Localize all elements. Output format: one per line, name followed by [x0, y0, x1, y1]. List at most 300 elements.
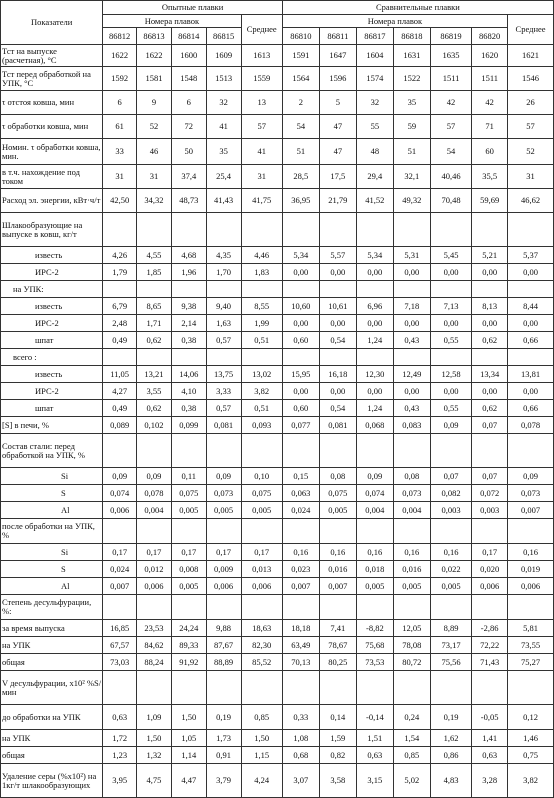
heat-number-cell: 86812	[103, 28, 137, 45]
value-cell: 0,55	[430, 400, 471, 417]
value-cell: 1,23	[103, 747, 137, 764]
value-cell	[103, 281, 137, 298]
value-cell: 61	[103, 115, 137, 139]
row-label: шпат	[1, 332, 103, 349]
value-cell: 32	[356, 91, 393, 115]
value-cell: 0,17	[171, 544, 206, 561]
value-cell: 0,007	[282, 578, 319, 595]
value-cell: 1,15	[241, 747, 282, 764]
value-cell: 37,4	[171, 165, 206, 189]
value-cell: 1546	[508, 67, 554, 91]
value-cell	[137, 595, 172, 620]
value-cell: 0,077	[282, 417, 319, 434]
table-row	[1, 764, 554, 798]
value-cell: 0,023	[282, 561, 319, 578]
row-label: ИРС-2	[1, 315, 103, 332]
row-label: на УПК	[1, 637, 103, 654]
value-cell: 0,012	[137, 561, 172, 578]
value-cell: 0,19	[206, 705, 241, 730]
value-cell: 75,56	[430, 654, 471, 671]
heat-number-cell: 86810	[282, 28, 319, 45]
value-cell	[241, 213, 282, 247]
value-cell	[137, 434, 172, 468]
value-cell: 41,43	[206, 189, 241, 213]
value-cell: 2,48	[103, 315, 137, 332]
row-label: Расход эл. энергии, кВт·ч/т	[1, 189, 103, 213]
value-cell	[319, 349, 356, 366]
value-cell	[508, 595, 554, 620]
value-cell: 0,00	[393, 315, 430, 332]
value-cell: 32,1	[393, 165, 430, 189]
row-label: Al	[1, 502, 103, 519]
value-cell: 31	[103, 165, 137, 189]
value-cell	[319, 281, 356, 298]
value-cell	[137, 281, 172, 298]
value-cell: 13,75	[206, 366, 241, 383]
value-cell: 0,072	[472, 485, 508, 502]
value-cell: 0,16	[319, 544, 356, 561]
table-row	[1, 67, 554, 91]
value-cell: 4,68	[171, 247, 206, 264]
value-cell: 91,92	[171, 654, 206, 671]
value-cell: 0,003	[472, 502, 508, 519]
row-label: Тст на выпуске (расчетная), °С	[1, 45, 103, 67]
value-cell: 1,99	[241, 315, 282, 332]
value-cell: 1,46	[508, 730, 554, 747]
value-cell: 1613	[241, 45, 282, 67]
value-cell: 88,24	[137, 654, 172, 671]
value-cell: 80,72	[393, 654, 430, 671]
value-cell: 0,00	[282, 315, 319, 332]
value-cell: 0,43	[393, 332, 430, 349]
value-cell: 3,07	[282, 764, 319, 798]
value-cell	[508, 213, 554, 247]
value-cell: 0,08	[393, 468, 430, 485]
value-cell: 41,52	[356, 189, 393, 213]
value-cell	[103, 434, 137, 468]
value-cell: 1604	[356, 45, 393, 67]
value-cell: 0,33	[282, 705, 319, 730]
value-cell: 14,06	[171, 366, 206, 383]
value-cell: 0,63	[103, 705, 137, 730]
value-cell	[241, 595, 282, 620]
value-cell: 9,38	[171, 298, 206, 315]
value-cell: 1,70	[206, 264, 241, 281]
value-cell	[356, 434, 393, 468]
value-cell	[472, 213, 508, 247]
value-cell: 35,5	[472, 165, 508, 189]
value-cell: 7,18	[393, 298, 430, 315]
value-cell: 0,013	[241, 561, 282, 578]
value-cell: 73,53	[356, 654, 393, 671]
value-cell: 0,16	[430, 544, 471, 561]
value-cell: 0,006	[508, 578, 554, 595]
value-cell: 29,4	[356, 165, 393, 189]
value-cell	[508, 434, 554, 468]
value-cell	[472, 349, 508, 366]
row-label: S	[1, 485, 103, 502]
value-cell: 1609	[206, 45, 241, 67]
value-cell: 0,51	[241, 332, 282, 349]
value-cell: 42,50	[103, 189, 137, 213]
value-cell	[103, 595, 137, 620]
table-row	[1, 315, 554, 332]
value-cell: 0,004	[137, 502, 172, 519]
value-cell: 0,083	[393, 417, 430, 434]
value-cell: 3,15	[356, 764, 393, 798]
value-cell: 0,00	[508, 315, 554, 332]
value-cell: 0,003	[430, 502, 471, 519]
value-cell: 0,074	[103, 485, 137, 502]
value-cell: 7,41	[319, 620, 356, 637]
value-cell: 0,016	[393, 561, 430, 578]
value-cell: 1647	[319, 45, 356, 67]
value-cell: 4,27	[103, 383, 137, 400]
table-row	[1, 349, 554, 366]
value-cell: 5,37	[508, 247, 554, 264]
value-cell: 70,13	[282, 654, 319, 671]
value-cell: 85,52	[241, 654, 282, 671]
value-cell: 8,55	[241, 298, 282, 315]
value-cell: 5,31	[393, 247, 430, 264]
value-cell: 57	[430, 115, 471, 139]
value-cell: 46,62	[508, 189, 554, 213]
value-cell	[171, 671, 206, 705]
value-cell: 73,03	[103, 654, 137, 671]
value-cell	[393, 434, 430, 468]
row-label: ИРС-2	[1, 383, 103, 400]
value-cell: 1620	[472, 45, 508, 67]
row-label: известь	[1, 247, 103, 264]
value-cell: 0,10	[241, 468, 282, 485]
value-cell: 26	[508, 91, 554, 115]
value-cell: 0,00	[430, 264, 471, 281]
value-cell: 0,07	[430, 468, 471, 485]
value-cell	[393, 595, 430, 620]
value-cell	[319, 671, 356, 705]
value-cell: 8,89	[430, 620, 471, 637]
value-cell: 0,00	[393, 264, 430, 281]
value-cell: 0,57	[206, 332, 241, 349]
value-cell: 59,69	[472, 189, 508, 213]
row-label: Si	[1, 544, 103, 561]
value-cell: 0,009	[206, 561, 241, 578]
value-cell	[171, 519, 206, 544]
table-row	[1, 91, 554, 115]
value-cell	[206, 349, 241, 366]
value-cell: 0,86	[430, 747, 471, 764]
value-cell	[319, 434, 356, 468]
value-cell	[356, 349, 393, 366]
value-cell: 0,17	[206, 544, 241, 561]
value-cell: 0,09	[206, 468, 241, 485]
value-cell: 0,004	[393, 502, 430, 519]
row-label: всего :	[1, 349, 103, 366]
value-cell: 0,68	[282, 747, 319, 764]
value-cell: 0,073	[393, 485, 430, 502]
value-cell: 48	[356, 139, 393, 165]
row-label: Состав стали: перед обработкой на УПК, %	[1, 434, 103, 468]
value-cell: 1,50	[137, 730, 172, 747]
header-row-groups	[1, 1, 554, 15]
value-cell: 5,34	[282, 247, 319, 264]
comparative-average-header: Среднее	[508, 15, 554, 45]
value-cell: 51	[393, 139, 430, 165]
table-row	[1, 332, 554, 349]
value-cell: 47	[319, 139, 356, 165]
row-label: известь	[1, 298, 103, 315]
table-row	[1, 620, 554, 637]
value-cell: 87,67	[206, 637, 241, 654]
value-cell: 49,32	[393, 189, 430, 213]
value-cell: 78,08	[393, 637, 430, 654]
value-cell	[282, 519, 319, 544]
row-label: за время выпуска	[1, 620, 103, 637]
value-cell	[472, 671, 508, 705]
value-cell: 21,79	[319, 189, 356, 213]
value-cell: 1631	[393, 45, 430, 67]
value-cell: 32	[206, 91, 241, 115]
value-cell: 72	[171, 115, 206, 139]
value-cell: 0,17	[137, 544, 172, 561]
value-cell	[137, 213, 172, 247]
table-row	[1, 247, 554, 264]
value-cell: 13,34	[472, 366, 508, 383]
value-cell	[137, 349, 172, 366]
value-cell	[206, 213, 241, 247]
table-row	[1, 383, 554, 400]
table-row	[1, 519, 554, 544]
value-cell: 13,81	[508, 366, 554, 383]
value-cell: 67,57	[103, 637, 137, 654]
value-cell	[171, 213, 206, 247]
value-cell: 1622	[103, 45, 137, 67]
value-cell: 48,73	[171, 189, 206, 213]
value-cell: 8,65	[137, 298, 172, 315]
value-cell: 15,95	[282, 366, 319, 383]
value-cell: 0,00	[393, 383, 430, 400]
value-cell: 84,62	[137, 637, 172, 654]
value-cell: 0,093	[241, 417, 282, 434]
value-cell: 0,00	[356, 264, 393, 281]
table-row	[1, 189, 554, 213]
value-cell: 0,00	[472, 383, 508, 400]
value-cell: 0,38	[171, 332, 206, 349]
table-row	[1, 434, 554, 468]
value-cell: 0,005	[319, 502, 356, 519]
table-row	[1, 595, 554, 620]
value-cell	[472, 281, 508, 298]
value-cell: 0,14	[319, 705, 356, 730]
value-cell: 0,00	[319, 383, 356, 400]
value-cell: 0,16	[393, 544, 430, 561]
value-cell: 1,71	[137, 315, 172, 332]
heat-number-cell: 86819	[430, 28, 471, 45]
value-cell: 11,05	[103, 366, 137, 383]
value-cell	[282, 434, 319, 468]
value-cell: 0,008	[171, 561, 206, 578]
value-cell: 0,075	[241, 485, 282, 502]
value-cell: 4,83	[430, 764, 471, 798]
value-cell: 0,005	[430, 578, 471, 595]
value-cell	[319, 595, 356, 620]
value-cell: 41	[241, 139, 282, 165]
indicators-header: Показатели	[1, 1, 103, 45]
value-cell: 0,024	[282, 502, 319, 519]
value-cell: 0,006	[137, 578, 172, 595]
value-cell: 1511	[430, 67, 471, 91]
heat-number-cell: 86811	[319, 28, 356, 45]
heat-number-cell: 86815	[206, 28, 241, 45]
value-cell: -0,14	[356, 705, 393, 730]
value-cell: 0,75	[508, 747, 554, 764]
value-cell: 3,82	[508, 764, 554, 798]
value-cell: 16,18	[319, 366, 356, 383]
value-cell	[430, 349, 471, 366]
value-cell: 5,34	[356, 247, 393, 264]
value-cell: 0,006	[206, 578, 241, 595]
value-cell: 3,58	[319, 764, 356, 798]
value-cell: 0,00	[356, 315, 393, 332]
value-cell	[171, 595, 206, 620]
value-cell: 1,50	[241, 730, 282, 747]
value-cell: 0,63	[356, 747, 393, 764]
value-cell: -2,86	[472, 620, 508, 637]
value-cell: 0,85	[393, 747, 430, 764]
value-cell: 0,82	[319, 747, 356, 764]
value-cell: 1,63	[206, 315, 241, 332]
table-row	[1, 400, 554, 417]
value-cell: 3,55	[137, 383, 172, 400]
value-cell	[508, 349, 554, 366]
value-cell: 18,63	[241, 620, 282, 637]
table-row	[1, 544, 554, 561]
value-cell: 35	[206, 139, 241, 165]
heat-number-cell: 86813	[137, 28, 172, 45]
value-cell: 0,85	[241, 705, 282, 730]
table-body	[1, 45, 554, 798]
value-cell: 72,22	[472, 637, 508, 654]
value-cell: 1,08	[282, 730, 319, 747]
value-cell: 0,11	[171, 468, 206, 485]
value-cell: 41	[206, 115, 241, 139]
value-cell: 0,49	[103, 332, 137, 349]
value-cell: 4,46	[241, 247, 282, 264]
value-cell: 0,07	[472, 417, 508, 434]
value-cell: 5,57	[319, 247, 356, 264]
value-cell: 0,078	[137, 485, 172, 502]
value-cell: 1622	[137, 45, 172, 67]
value-cell	[356, 595, 393, 620]
value-cell: 12,58	[430, 366, 471, 383]
row-label: ИРС-2	[1, 264, 103, 281]
value-cell	[393, 213, 430, 247]
value-cell: 9,40	[206, 298, 241, 315]
row-label: после обработки на УПК, %	[1, 519, 103, 544]
value-cell: 0,91	[206, 747, 241, 764]
value-cell: 0,63	[472, 747, 508, 764]
value-cell	[472, 519, 508, 544]
value-cell: 1,41	[472, 730, 508, 747]
value-cell: 54	[282, 115, 319, 139]
value-cell: 0,08	[319, 468, 356, 485]
value-cell: 6,79	[103, 298, 137, 315]
row-label: на УПК	[1, 730, 103, 747]
value-cell: 71	[472, 115, 508, 139]
value-cell	[393, 349, 430, 366]
value-cell: 0,00	[282, 264, 319, 281]
value-cell: 6	[171, 91, 206, 115]
value-cell: 0,005	[241, 502, 282, 519]
value-cell: 1,50	[171, 705, 206, 730]
table-row	[1, 730, 554, 747]
table-row	[1, 502, 554, 519]
value-cell: 3,95	[103, 764, 137, 798]
table-row	[1, 468, 554, 485]
value-cell	[282, 281, 319, 298]
value-cell: 0,00	[472, 264, 508, 281]
experimental-heat-numbers-header: Номера плавок	[103, 15, 241, 28]
value-cell: 0,068	[356, 417, 393, 434]
table-row	[1, 298, 554, 315]
value-cell: 52	[508, 139, 554, 165]
value-cell: 10,60	[282, 298, 319, 315]
value-cell: 82,30	[241, 637, 282, 654]
row-label: [S] в печи, %	[1, 417, 103, 434]
value-cell: 12,05	[393, 620, 430, 637]
value-cell: 0,24	[393, 705, 430, 730]
table-row	[1, 139, 554, 165]
value-cell: 1511	[472, 67, 508, 91]
experimental-average-header: Среднее	[241, 15, 282, 45]
value-cell: 3,79	[206, 764, 241, 798]
value-cell: 0,018	[356, 561, 393, 578]
value-cell: 5,21	[472, 247, 508, 264]
value-cell: 0,09	[430, 417, 471, 434]
value-cell: 52	[137, 115, 172, 139]
value-cell: 13,21	[137, 366, 172, 383]
value-cell: 0,16	[508, 544, 554, 561]
value-cell: 0,09	[103, 468, 137, 485]
value-cell: 0,074	[356, 485, 393, 502]
value-cell: 4,10	[171, 383, 206, 400]
value-cell: 0,081	[319, 417, 356, 434]
value-cell: 0,09	[508, 468, 554, 485]
value-cell	[241, 434, 282, 468]
value-cell: 31	[508, 165, 554, 189]
row-label: известь	[1, 366, 103, 383]
value-cell: 1635	[430, 45, 471, 67]
value-cell: 0,00	[356, 383, 393, 400]
value-cell: 6,96	[356, 298, 393, 315]
value-cell: 34,32	[137, 189, 172, 213]
value-cell: 0,66	[508, 400, 554, 417]
value-cell	[356, 671, 393, 705]
row-label: Удаление серы (%х10²) на 1кг/т шлакообразующих	[1, 764, 103, 798]
value-cell: 0,16	[282, 544, 319, 561]
value-cell: 71,43	[472, 654, 508, 671]
value-cell: 7,13	[430, 298, 471, 315]
value-cell: 57	[508, 115, 554, 139]
value-cell: 0,54	[319, 400, 356, 417]
row-label: τ отстоя ковша, мин	[1, 91, 103, 115]
value-cell: 1,09	[137, 705, 172, 730]
value-cell: 73,17	[430, 637, 471, 654]
value-cell: 35	[393, 91, 430, 115]
value-cell: 4,75	[137, 764, 172, 798]
heat-number-cell: 86814	[171, 28, 206, 45]
value-cell: 1,05	[171, 730, 206, 747]
